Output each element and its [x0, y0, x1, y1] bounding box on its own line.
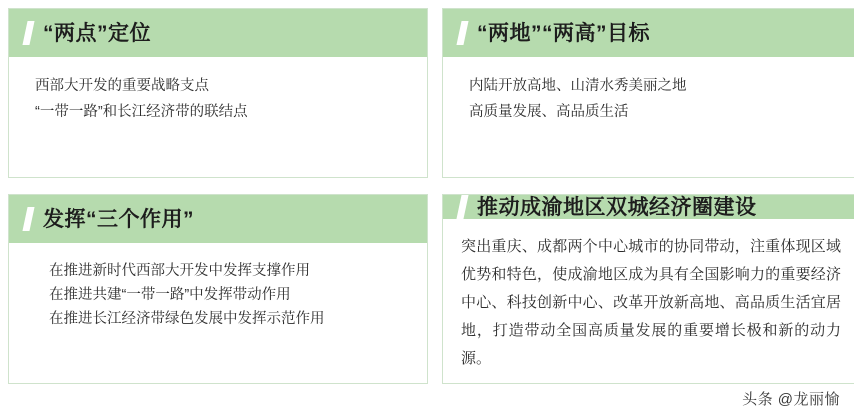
footer [0, 385, 854, 411]
card-title: 发挥“三个作用” [43, 207, 194, 231]
card-three-roles [8, 194, 428, 384]
card-body [443, 57, 854, 177]
card-title: 推动成渝地区双城经济圈建设 [477, 195, 757, 219]
card-chengdu-chongqing [442, 194, 854, 384]
card-header [9, 9, 427, 57]
body-line: “一带一路”和长江经济带的联结点 [35, 104, 248, 120]
body-line: 在推进新时代西部大开发中发挥支撑作用 [49, 263, 310, 279]
body-line: 内陆开放高地、山清水秀美丽之地 [469, 78, 687, 94]
slash-mark-icon [22, 21, 34, 45]
card-body [9, 243, 427, 383]
card-header [9, 195, 427, 243]
body-line: 在推进长江经济带绿色发展中发挥示范作用 [49, 311, 325, 327]
slash-mark-icon [22, 207, 34, 231]
card-two-places-two-highs [442, 8, 854, 178]
body-paragraph: 突出重庆、成都两个中心城市的协同带动，注重体现区域优势和特色，使成渝地区成为具有全国影响力的重要经济中心、科技创新中心、改革开放新高地、高品质生活宜居地，打造带动全国高质量发展的重要增长极和新的动力源。 [461, 238, 841, 367]
slash-mark-icon [456, 195, 468, 219]
card-title: “两点”定位 [43, 21, 151, 45]
card-title: “两地”“两高”目标 [477, 21, 650, 45]
body-line: 高质量发展、高品质生活 [469, 104, 629, 120]
body-line: 西部大开发的重要战略支点 [35, 78, 209, 94]
card-body [443, 219, 854, 383]
watermark-credit: 头条 @龙丽愉 [742, 390, 840, 408]
card-header [443, 195, 854, 219]
body-line: 在推进共建“一带一路”中发挥带动作用 [49, 287, 291, 303]
card-two-points [8, 8, 428, 178]
slash-mark-icon [456, 21, 468, 45]
card-body [9, 57, 427, 177]
card-header [443, 9, 854, 57]
